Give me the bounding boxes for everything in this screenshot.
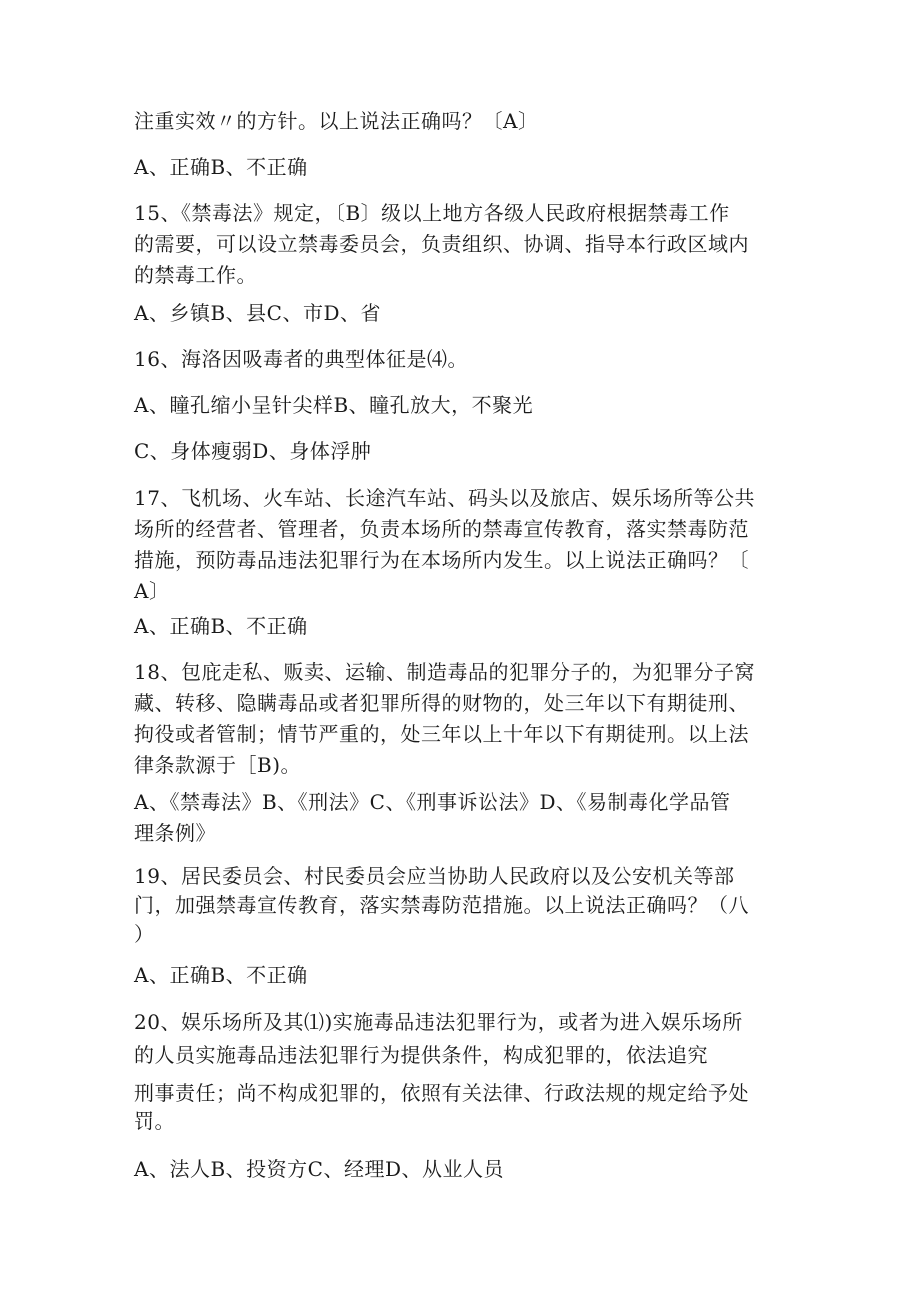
text-line: A、法人B、投资方C、经理D、从业人员 [134, 1157, 504, 1181]
text-line: 16、海洛因吸毒者的典型体征是⑷。 [134, 347, 468, 371]
text-line: 注重实效〃的方针。以上说法正确吗？〔A〕 [134, 109, 539, 133]
text-line: 罚。 [134, 1109, 175, 1133]
question-15 [134, 198, 794, 291]
paragraph-policy-question [134, 107, 794, 135]
answer-options [134, 612, 794, 640]
text-line: ） [134, 922, 155, 946]
answer-options [134, 787, 794, 849]
text-line: 15、《禁毒法》规定，〔B〕级以上地方各级人民政府根据禁毒工作 [134, 201, 730, 225]
text-line: 的禁毒工作。 [134, 263, 257, 287]
question-17 [134, 483, 794, 607]
text-line: A、正确B、不正确 [134, 155, 308, 179]
text-line: 20、娱乐场所及其⑴)实施毒品违法犯罪行为，或者为进入娱乐场所 [134, 1010, 743, 1034]
text-line: 的人员实施毒品违法犯罪行为提供条件，构成犯罪的，依法追究 [134, 1043, 708, 1067]
text-line: C、身体瘦弱D、身体浮肿 [134, 439, 372, 463]
text-line: 理条例》 [134, 821, 216, 845]
question-18 [134, 657, 794, 781]
text-line: 刑事责任；尚不构成犯罪的，依照有关法律、行政法规的规定给予处 [134, 1081, 749, 1105]
question-19 [134, 862, 794, 949]
text-line: 措施，预防毒品违法犯罪行为在本场所内发生。以上说法正确吗？〔 [134, 548, 749, 572]
question-20 [134, 1006, 794, 1072]
text-line: 门，加强禁毒宣传教育，落实禁毒防范措施。以上说法正确吗？（八 [134, 893, 749, 917]
answer-options [134, 299, 794, 327]
answer-options [134, 437, 794, 465]
text-line: 藏、转移、隐瞒毒品或者犯罪所得的财物的，处三年以下有期徒刑、 [134, 691, 749, 715]
text-line: 拘役或者管制；情节严重的，处三年以上十年以下有期徒刑。以上法 [134, 722, 749, 746]
question-16 [134, 345, 794, 373]
answer-options [134, 961, 794, 989]
answer-options [134, 1155, 794, 1183]
text-line: 的需要，可以设立禁毒委员会，负责组织、协调、指导本行政区域内 [134, 232, 749, 256]
text-line: A〕 [134, 579, 170, 603]
text-line: 场所的经营者、管理者，负责本场所的禁毒宣传教育，落实禁毒防范 [134, 517, 749, 541]
question-20-continued [134, 1079, 794, 1135]
text-line: 18、包庇走私、贩卖、运输、制造毒品的犯罪分子的，为犯罪分子窝 [134, 660, 755, 684]
text-line: A、乡镇B、县C、市D、省 [134, 301, 381, 325]
text-line: A、正确B、不正确 [134, 614, 308, 638]
text-line: A、《禁毒法》B、《刑法》C、《刑事诉讼法》D、《易制毒化学品管 [134, 790, 731, 814]
text-line: A、正确B、不正确 [134, 963, 308, 987]
answer-options [134, 153, 794, 181]
answer-options [134, 391, 794, 419]
text-line: 19、居民委员会、村民委员会应当协助人民政府以及公安机关等部 [134, 864, 735, 888]
text-line: A、瞳孔缩小呈针尖样B、瞳孔放大，不聚光 [134, 393, 534, 417]
text-line: 17、飞机场、火车站、长途汽车站、码头以及旅店、娱乐场所等公共 [134, 486, 755, 510]
text-line: 律条款源于［B)。 [134, 753, 301, 777]
